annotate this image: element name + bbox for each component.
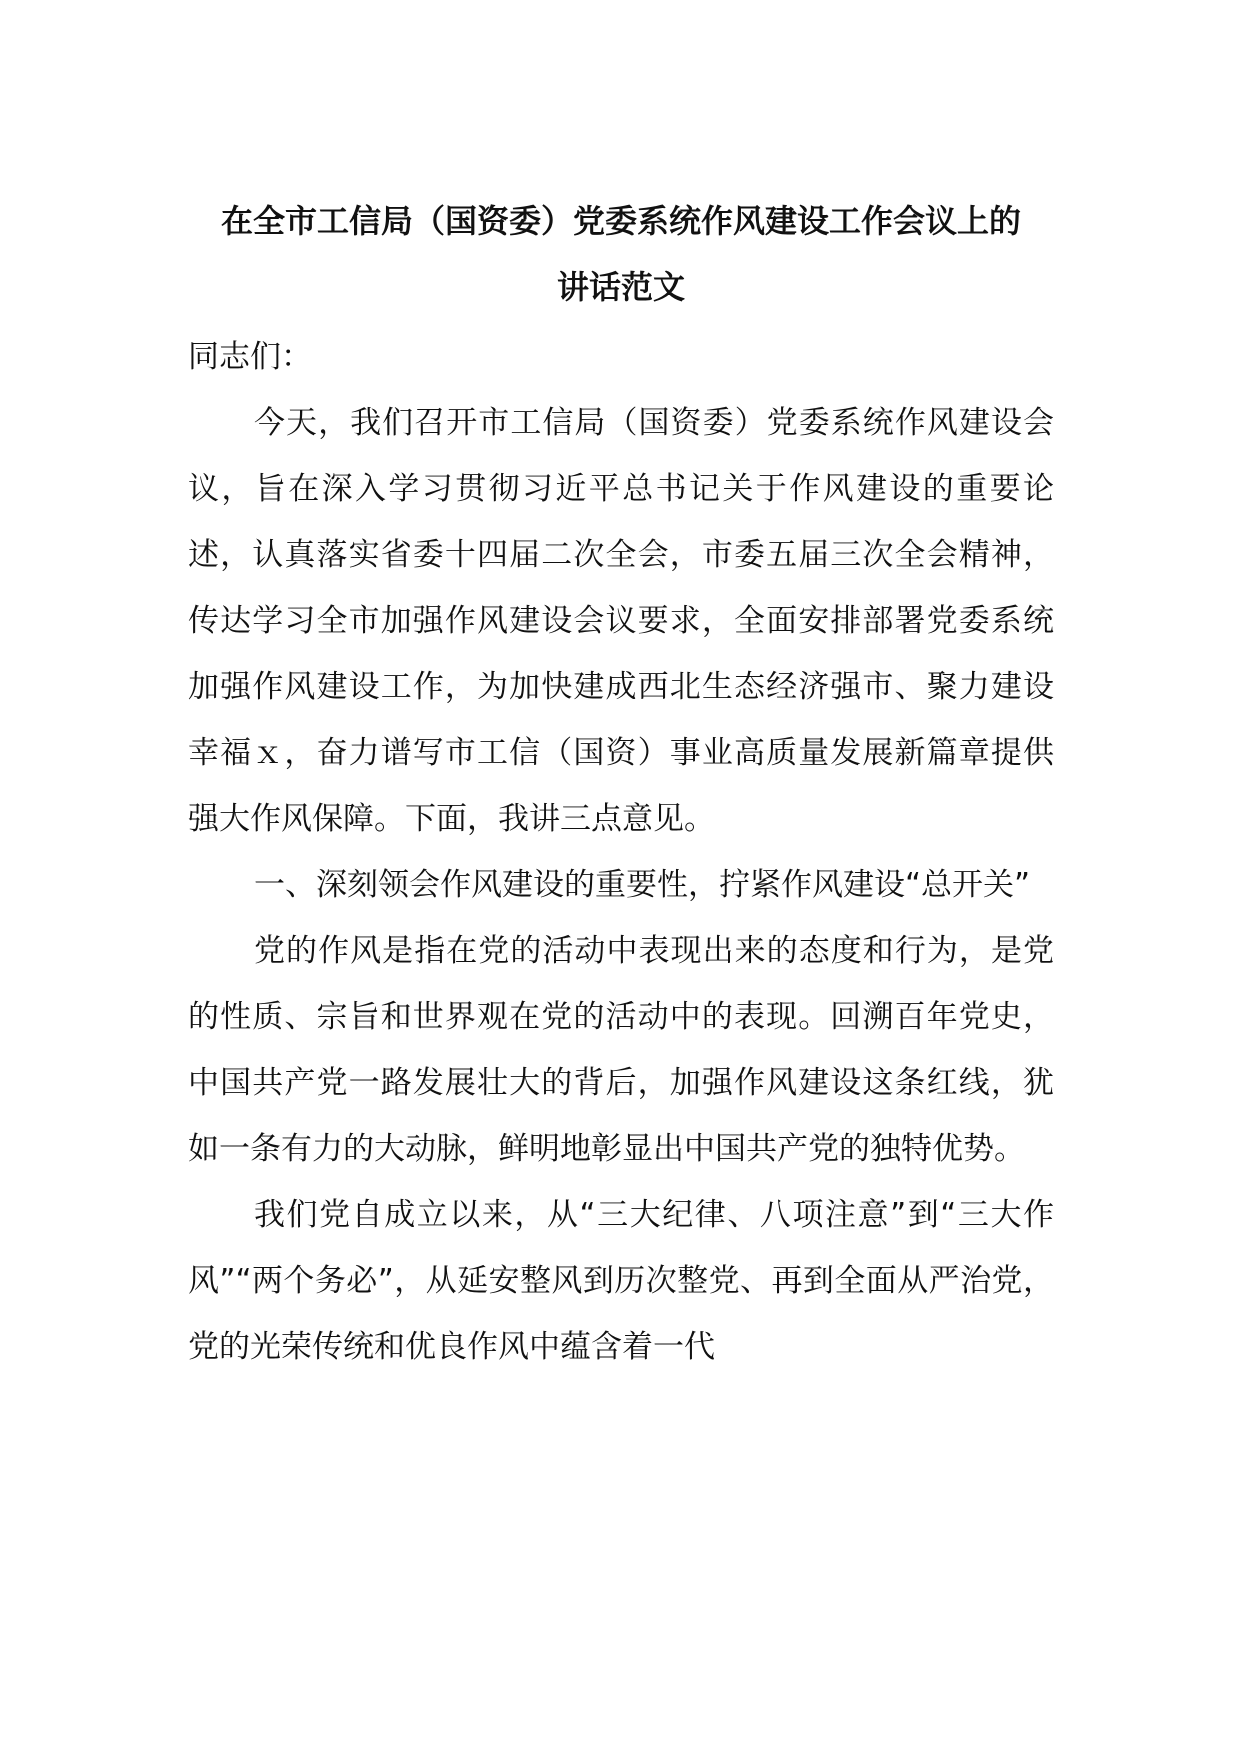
document-body [188, 188, 1054, 1380]
section-heading-1: 一、深刻领会作风建设的重要性，拧紧作风建设“总开关” [254, 867, 1031, 903]
title-line-1: 在全市工信局（国资委）党委系统作风建设工作会议上的 [220, 202, 1021, 240]
salutation: 同志们： [188, 339, 312, 375]
title-line-2: 讲话范文 [556, 268, 685, 306]
document-title [188, 188, 1054, 320]
paragraph-intro: 今天，我们召开市工信局（国资委）党委系统作风建设会议，旨在深入学习贯彻习近平总书记关于作风建设的重要论述，认真落实省委十四届二次全会，市委五届三次全会精神，传达学习全市加强作风建设会议要求，全面安排部署党委系统加强作风建设工作，为加快建成西北生态经济强市、聚力建设幸福ｘ，奋力谱写市工信（国资）事业高质量发展新篇章提供强大作风保障。下面，我讲三点意见。 [188, 405, 1054, 837]
paragraph-history: 我们党自成立以来，从“三大纪律、八项注意”到“三大作风”“两个务必”，从延安整风到历次整党、再到全面从严治党，党的光荣传统和优良作风中蕴含着一代 [188, 1197, 1054, 1365]
paragraph-party-style: 党的作风是指在党的活动中表现出来的态度和行为，是党的性质、宗旨和世界观在党的活动中的表现。回溯百年党史，中国共产党一路发展壮大的背后，加强作风建设这条红线，犹如一条有力的大动脉，鲜明地彰显出中国共产党的独特优势。 [188, 933, 1054, 1167]
